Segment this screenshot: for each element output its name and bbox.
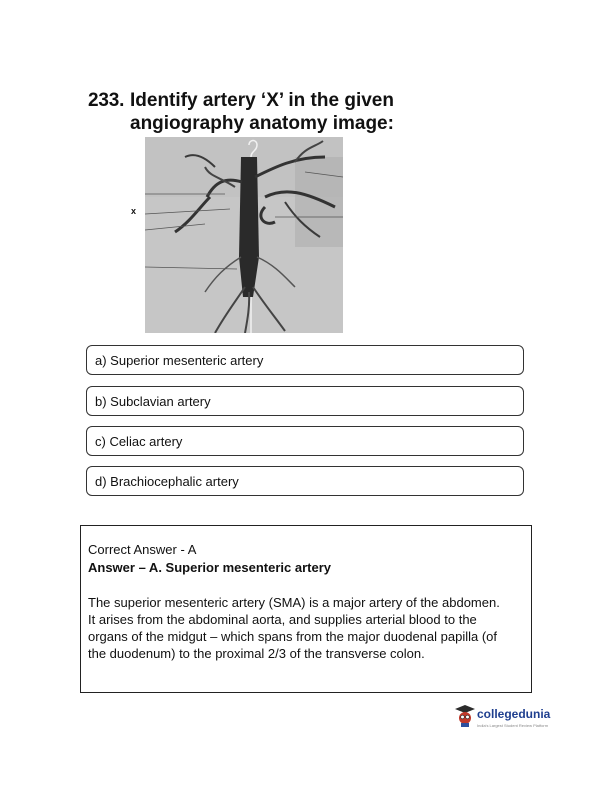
graduate-mascot-icon: [455, 705, 475, 727]
angiography-image: [145, 137, 343, 333]
answer-explanation: The superior mesenteric artery (SMA) is a major artery of the abdomen. It arises from the abdominal aorta, and supplies arterial blood to the organs of the midgut – which spans from the major duodenal papilla (of the duodenum) to the proximal 2/3 of the transverse colon.: [88, 595, 500, 661]
logo-wordmark: collegedunia: [477, 707, 551, 721]
option-a[interactable]: a) Superior mesenteric artery: [86, 345, 524, 375]
answer-title: Answer – A. Superior mesenteric artery: [88, 560, 332, 575]
artery-x-marker: x: [131, 206, 137, 216]
question-text-line-1: Identify artery ‘X’ in the given: [130, 90, 394, 111]
option-b[interactable]: b) Subclavian artery: [86, 386, 524, 416]
logo-tagline: India's Largest Student Review Platform: [477, 723, 549, 728]
question-number: 233.: [88, 90, 125, 111]
option-c[interactable]: c) Celiac artery: [86, 426, 524, 456]
question-text-line-2: angiography anatomy image:: [130, 113, 394, 134]
option-d[interactable]: d) Brachiocephalic artery: [86, 466, 524, 496]
answer-box: [80, 525, 532, 693]
collegedunia-logo: [455, 705, 555, 735]
correct-answer-label: Correct Answer - A: [88, 542, 197, 557]
angiography-vessels-graphic: [145, 137, 343, 333]
